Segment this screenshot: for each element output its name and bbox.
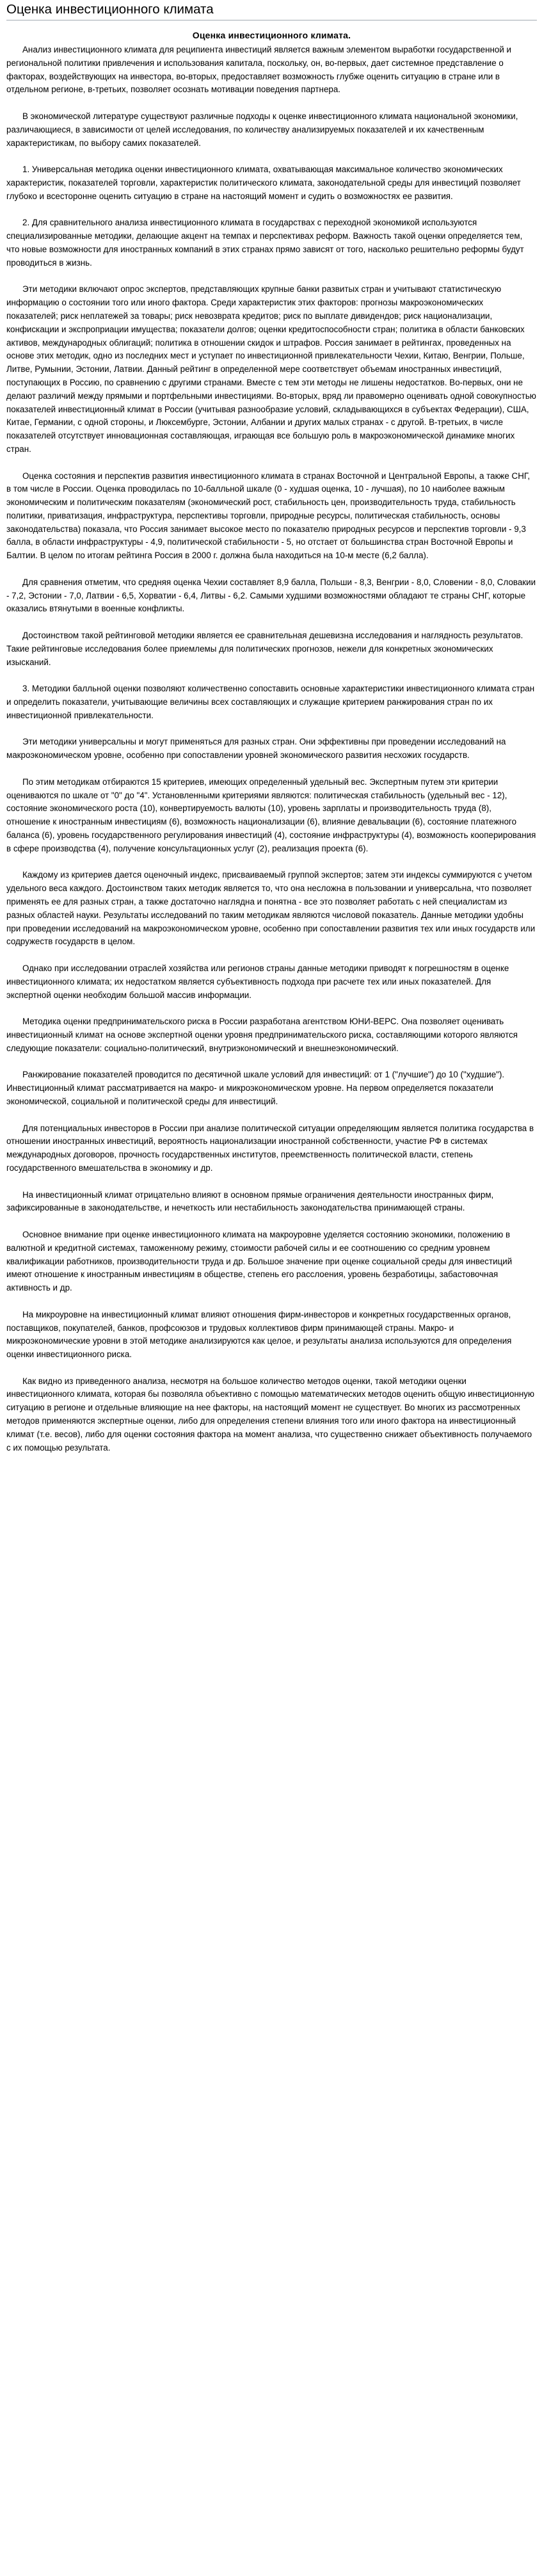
- paragraph: Анализ инвестиционного климата для реципиента инвестиций является важным элементом выработки государственной и региональной политики привлечения и использования капитала, поскольку, он, во-первых, дает системное представление о факторах, воздействующих на инвестора, во-вторых, предоставляет возможность глубже оценить ситуацию в стране или в отдельном регионе, в-третьих, позволяет осознать мотивации поведения партнера.: [6, 45, 512, 95]
- paragraph: Однако при исследовании отраслей хозяйства или регионов страны данные методики приводят к погрешностям в оценке инвестиционного климата; их недостатком является субъективность подхода при расчете тех или иных показателей. Для экспертной оценки необходим большой массив информации.: [6, 963, 509, 1000]
- paragraph: Каждому из критериев дается оценочный индекс, присваиваемый группой экспертов; затем эти индексы суммируются с учетом удельного веса каждого. Достоинством таких методик является то, что она несложна в пользовании и универсальна, что позволяет применять ее для разных стран, а также достаточно наглядна и понятна - все это позволяет работать с ней специалистам из разных областей науки. Результаты исследований по таким методикам являются числовой показатель. Данные методики удобны при проведении исследований на макроэкономическом уровне, особенно при сопоставлении развития тех или иных государств или содружеств государств в целом.: [6, 870, 536, 947]
- paragraph: Для сравнения отметим, что средняя оценка Чехии составляет 8,9 балла, Польши - 8,3, Венгрии - 8,0, Словении - 8,0, Словакии - 7,2, Эстонии - 7,0, Латвии - 6,5, Хорватии - 6,4, Литвы - 6,2. Самыми худшими возможностями обладают те страны СНГ, которые оказались втянутыми в военные конфликты.: [6, 577, 536, 614]
- article-body: [6, 44, 537, 1454]
- paragraph: Как видно из приведенного анализа, несмотря на большое количество методов оценки, такой методики оценки инвестиционного климата, которая бы позволяла объективно с помощью математических методов оценить общую инвестиционную ситуацию в регионе и отдельные влияющие на нее факторы, на настоящий момент не существует. Во многих из рассмотренных методов применяются экспертные оценки, либо для определения степени влияния того или иного фактора на инвестиционный климат (т.е. весов), либо для оценки состояния фактора на момент анализа, что существенно снижает объективность получаемого с их помощью результата.: [6, 1376, 534, 1453]
- article-title: Оценка инвестиционного климата.: [192, 30, 351, 40]
- paragraph: Ранжирование показателей проводится по десятичной шкале условий для инвестиций: от 1 ("лучшие") до 10 ("худшие"). Инвестиционный климат рассматривается на макро- и микроэкономическом уровне. На первом определяется показатели экономической, социальной и политической среды для инвестиций.: [6, 1070, 505, 1106]
- paragraph: На инвестиционный климат отрицательно влияют в основном прямые ограничения деятельности иностранных фирм, зафиксированные в законодательстве, и нечеткость или нестабильность законодательства принимающей страны.: [6, 1189, 494, 1213]
- paragraph: Основное внимание при оценке инвестиционного климата на макроуровне уделяется состоянию экономики, положению в валютной и кредитной системах, таможенному режиму, стоимости рабочей силы и ее соотношению со средним уровнем квалификации работников, производительности труда и др. Большое значение при оценке социальной среды для инвестиций имеют отношение к иностранным инвестициям в обществе, степень его расслоения, уровень безработицы, забастовочная активность и др.: [6, 1229, 513, 1293]
- paragraph: На микроуровне на инвестиционный климат влияют отношения фирм-инвесторов и конкретных государственных органов, поставщиков, покупателей, банков, профсоюзов и трудовых коллективов фирм принимающей страны. Макро- и микроэкономические уровни в этой методике анализируются как целое, и результаты анализа используются для определения оценки инвестиционного риска.: [6, 1309, 512, 1360]
- paragraph: Для потенциальных инвесторов в России при анализе политической ситуации определяющим является политика государства в отношении иностранных инвестиций, вероятность национализации иностранной собственности, участие РФ в системах международных договоров, прочность государственных институтов, преемственность политической власти, степень государственного вмешательства в экономику и др.: [6, 1123, 534, 1173]
- paragraph: По этим методикам отбираются 15 критериев, имеющих определенный удельный вес. Экспертным путем эти критерии оцениваются по шкале от "0" до "4". Установленными критериями являются: политическая стабильность (удельный вес - 12), состояние экономического роста (10), конвертируемость валюты (10), уровень зарплаты и производительность труда (8), отношение к иностранным инвестициям (6), возможность национализации (6), влияние девальвации (6), состояние платежного баланса (6), уровень государственного регулирования инвестиций (4), состояние инфраструктуры (4), возможность кооперирования в сфере производства (4), получение консультационных услуг (2), реализация проекта (6).: [6, 777, 536, 853]
- paragraph: Эти методики включают опрос экспертов, представляющих крупные банки развитых стран и учитывают статистическую информацию о состоянии того или иного фактора. Среди характеристик этих факторов: прогнозы макроэкономических показателей; риск неплатежей за товары; риск невозврата кредитов; риск по выплате дивидендов; риск национализации, конфискации и экспроприации имущества; показатели долгов; оценки кредитоспособности стран; политика в области банковских активов, международных облигаций; политика в отношении скидок и штрафов. Россия занимает в рейтингах, проведенных на основе этих методик, одно из последних мест и уступает по инвестиционной привлекательности Чехии, Китаю, Венгрии, Польше, Литве, Румынии, Эстонии, Латвии. Данный рейтинг в определенной мере соответствует объемам иностранных инвестиций, поступающих в Россию, по сравнению с другими странами. Вместе с тем эти методы не лишены недостатков. Во-первых, они не делают различий между прямыми и портфельными инвестициями. Во-вторых, вряд ли правомерно оценивать одной совокупностью показателей инвестиционный климат в России (учитывая разнообразие условий, складывающихся в субъектах Федерации), США, Китае, Германии, с одной стороны, и Люксембурге, Эстонии, Албании и других малых странах - с другой. В-третьих, в числе показателей отсутствует инновационная составляющая, играющая все большую роль в макроэкономической динамике многих стран.: [6, 284, 536, 454]
- paragraph: 1. Универсальная методика оценки инвестиционного климата, охватывающая максимальное количество экономических характеристик, показателей торговли, характеристик политического климата, законодательной среды для инвестиций позволяет глубоко и всесторонне оценить ситуацию в стране на настоящий момент и судить о возможностях ее развития.: [6, 165, 521, 201]
- paragraph: Оценка состояния и перспектив развития инвестиционного климата в странах Восточной и Центральной Европы, а также СНГ, в том числе в России. Оценка проводилась по 10-балльной шкале (0 - худшая оценка, 10 - лучшая), по 10 наиболее важным экономическим и политическим показателям (экономический рост, стабильность цен, производительность труда, стабильность политики, приватизация, инфраструктура, перспективы торговли, природные ресурсы, политическая стабильность, основы законодательства) показала, что Россия занимает высокое место по показателю природных ресурсов и перспектив торговли - 9,3 балла, в области инфраструктуры - 4,9, политической стабильности - 5, но отстает от большинства стран Восточной Европы и Балтии. В целом по итогам рейтинга Россия в 2000 г. должна была находиться на 10-м месте (6,2 балла).: [6, 471, 530, 561]
- page-heading: Оценка инвестиционного климата: [6, 1, 537, 20]
- paragraph: 2. Для сравнительного анализа инвестиционного климата в государствах с переходной экономикой используются специализированные методики, делающие акцент на темпах и перспективах реформ. Важность такой оценки определяется тем, что новые возможности для иностранных компаний в этих странах прямо зависят от того, насколько решительно реформы будут проводиться в жизнь.: [6, 218, 524, 268]
- paragraph: Достоинством такой рейтинговой методики является ее сравнительная дешевизна исследования и наглядность результатов. Такие рейтинговые исследования более приемлемы для политических прогнозов, нежели для конкретных экономических изысканий.: [6, 631, 523, 667]
- paragraph: Методика оценки предпринимательского риска в России разработана агентством ЮНИ-ВЕРС. Она позволяет оценивать инвестиционный климат на основе экспертной оценки уровня предпринимательского риска, составляющими которого являются следующие показатели: социально-политический, внутриэкономический и внешнеэкономический.: [6, 1017, 518, 1053]
- paragraph: 3. Методики балльной оценки позволяют количественно сопоставить основные характеристики инвестиционного климата стран и определить показатели, учитывающие величины всех составляющих и служащие критерием ранжирования стран по их инвестиционной привлекательности.: [6, 684, 535, 720]
- paragraph: В экономической литературе существуют различные подходы к оценке инвестиционного климата национальной экономики, различающиеся, в зависимости от целей исследования, по количеству анализируемых показателей и их качественным характеристикам, по выбору самих показателей.: [6, 111, 518, 148]
- paragraph: Эти методики универсальны и могут применяться для разных стран. Они эффективны при проведении исследований на макроэкономическом уровне, особенно при сопоставлении уровней экономического развития несхожих государств.: [6, 737, 506, 761]
